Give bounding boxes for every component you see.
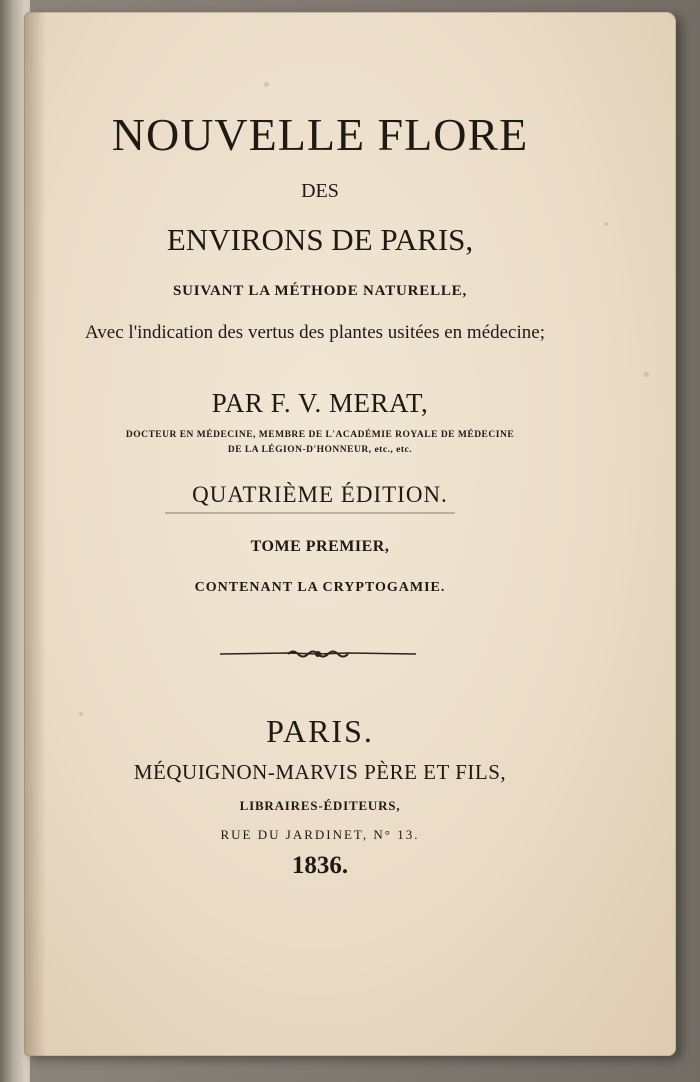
credentials-line-2: DE LA LÉGION-D'HONNEUR, etc., etc. <box>227 445 413 455</box>
ornamental-rule <box>218 645 418 663</box>
indication-text: Avec l'indication des vertus des plantes usitées en médecine; <box>85 322 545 343</box>
volume-line: TOME PREMIER, <box>250 538 390 555</box>
title-page <box>24 12 676 1056</box>
author-line: PAR F. V. MERAT, <box>211 388 429 418</box>
publication-city: PARIS. <box>266 713 374 749</box>
publisher-address: RUE DU JARDINET, N° 13. <box>220 827 420 842</box>
subtitle: ENVIRONS DE PARIS, <box>166 222 474 257</box>
publisher-name: MÉQUIGNON-MARVIS PÈRE ET FILS, <box>133 760 507 784</box>
method-line: SUIVANT LA MÉTHODE NATURELLE, <box>172 283 468 299</box>
publisher-role: LIBRAIRES-ÉDITEURS, <box>239 798 401 813</box>
main-title: NOUVELLE FLORE <box>111 109 529 160</box>
foxing-spot <box>604 222 608 226</box>
foxing-spot <box>644 372 649 377</box>
author-credentials <box>40 428 600 458</box>
title-connector: DES <box>301 180 339 202</box>
pencil-underline <box>165 512 455 514</box>
page-gutter-shadow <box>24 12 46 1056</box>
edition-line: QUATRIÈME ÉDITION. <box>192 482 448 507</box>
credentials-line-1: DOCTEUR EN MÉDECINE, MEMBRE DE L'ACADÉMIE ROYALE DE MÉDECINE <box>125 430 515 440</box>
contents-line: CONTENANT LA CRYPTOGAMIE. <box>194 580 446 595</box>
publication-year: 1836. <box>291 852 349 879</box>
foxing-spot <box>264 82 269 87</box>
